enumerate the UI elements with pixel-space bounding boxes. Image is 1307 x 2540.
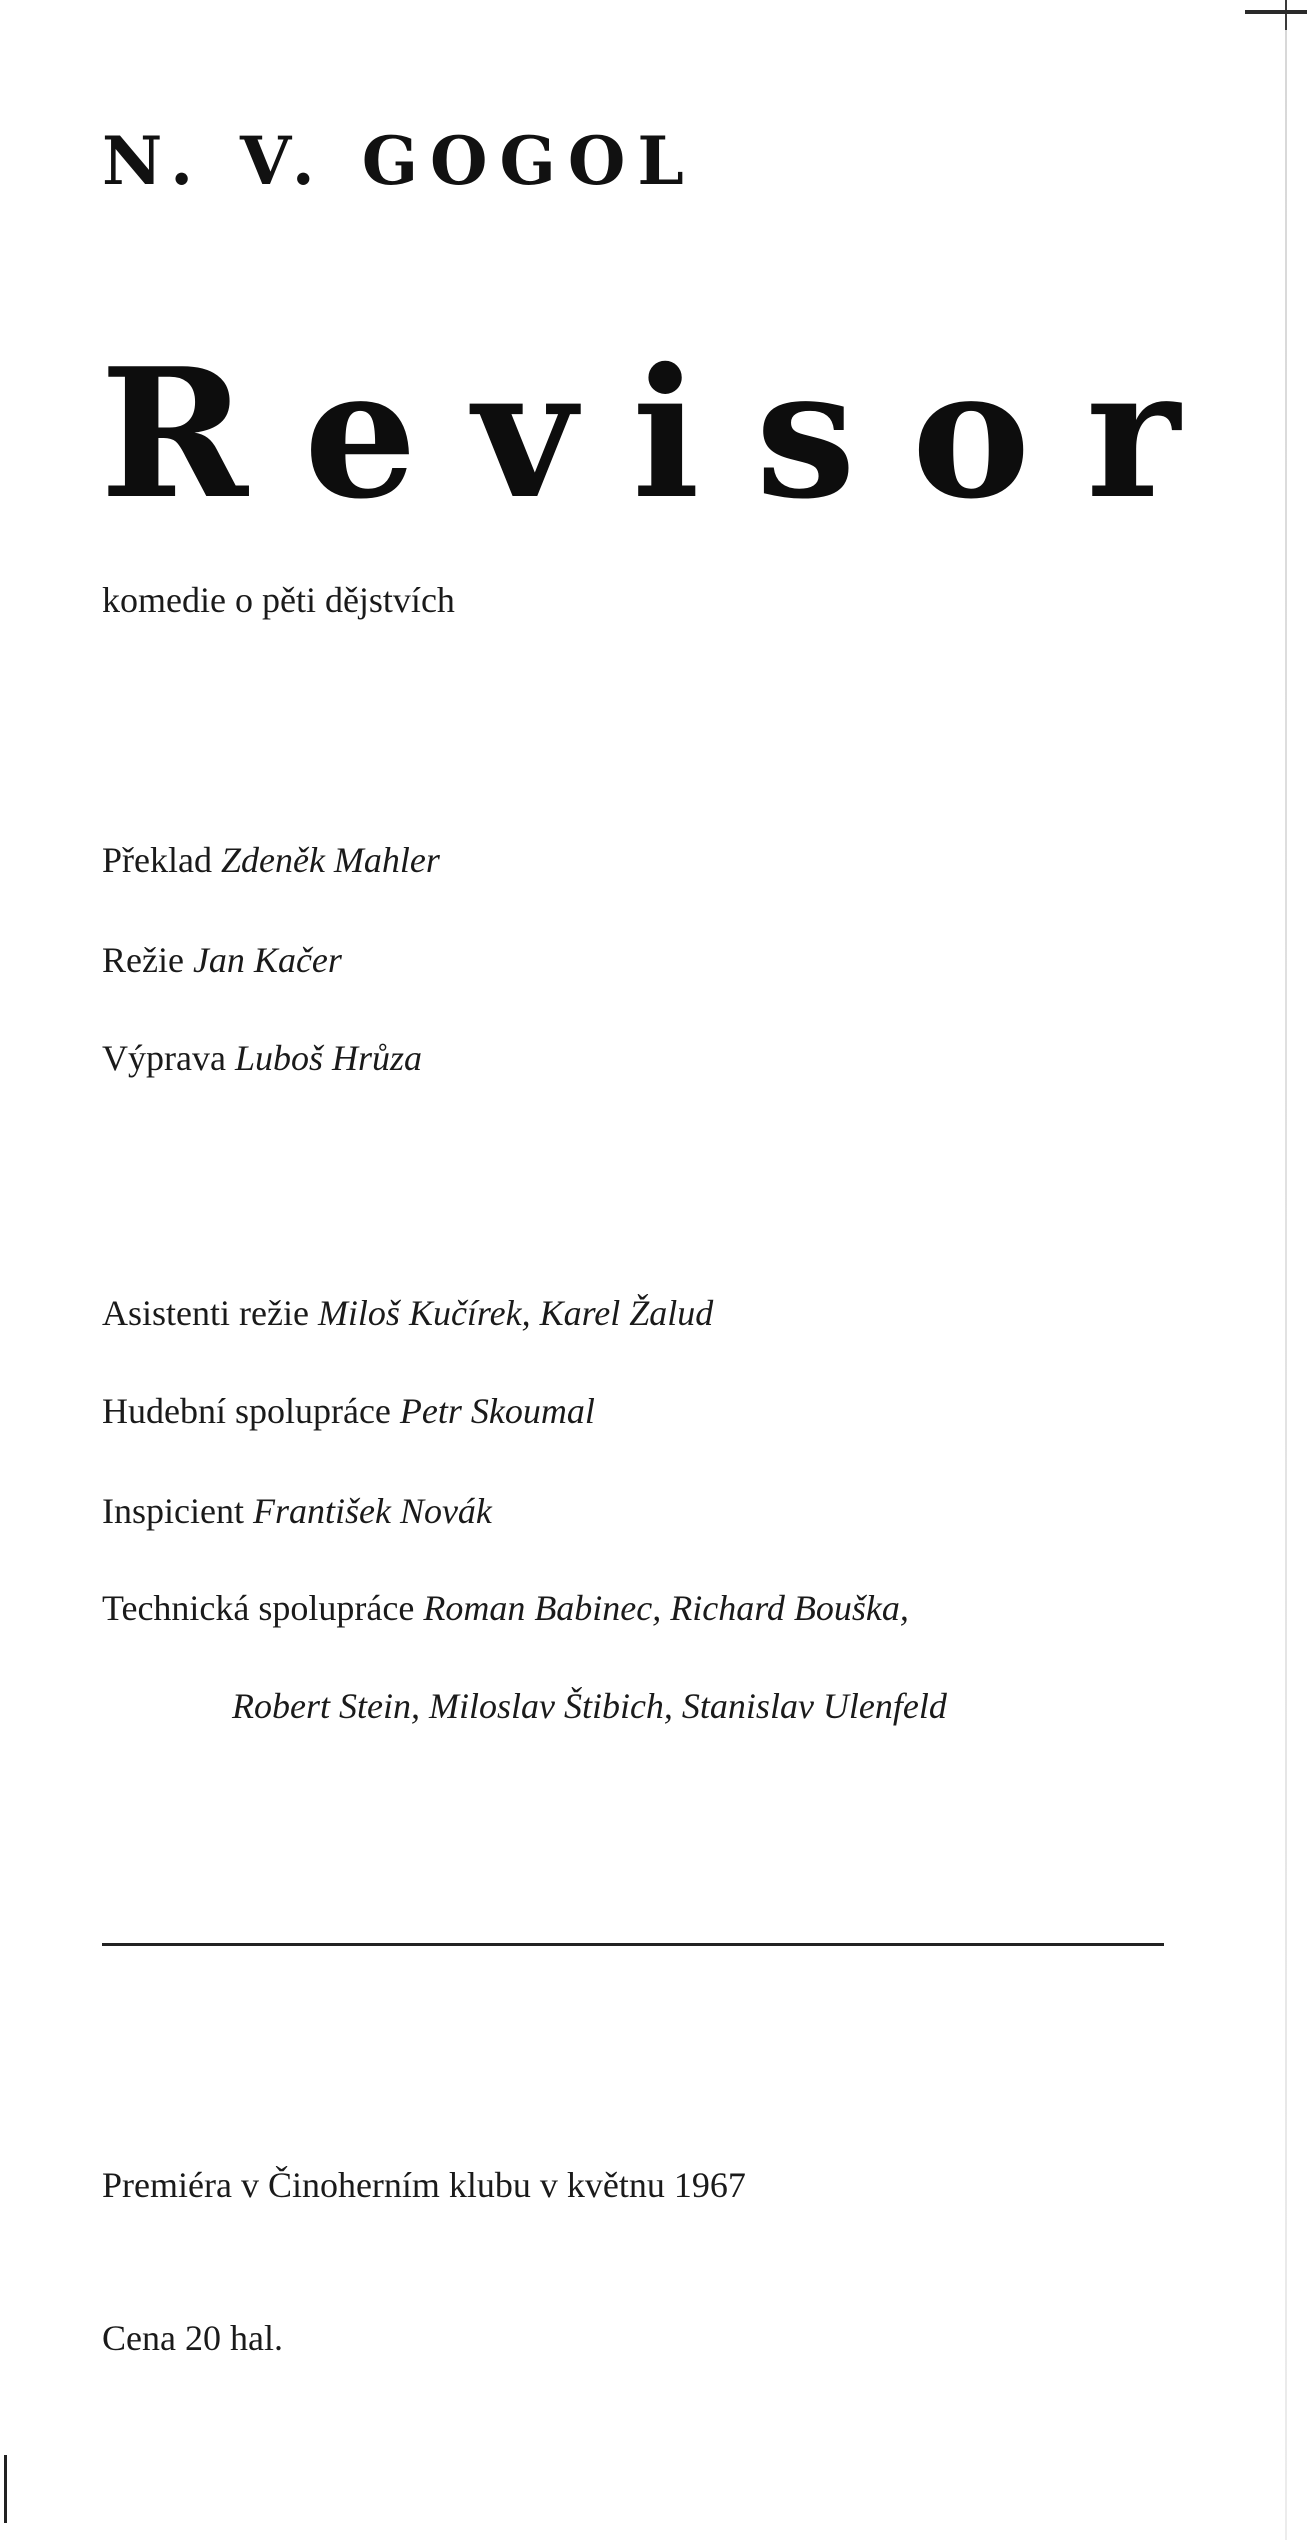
credit-name: Zdeněk Mahler <box>220 840 440 880</box>
credit-name: Petr Skoumal <box>399 1391 595 1431</box>
credit-role: Asistenti režie <box>102 1293 309 1333</box>
credit-design <box>102 1040 422 1076</box>
credit-technical <box>102 1590 909 1626</box>
credit-name: Jan Kačer <box>192 940 342 980</box>
credit-role: Technická spolupráce <box>102 1588 415 1628</box>
credit-music <box>102 1393 595 1429</box>
credit-name: František Novák <box>252 1491 492 1531</box>
title-letter: o <box>911 329 1031 538</box>
credit-role: Překlad <box>102 840 212 880</box>
title-letter: r <box>1086 329 1180 538</box>
author-name: N. V. GOGOL <box>102 122 696 200</box>
title-letter: R <box>100 329 248 538</box>
left-margin-mark <box>4 2455 7 2523</box>
page-edge <box>1285 0 1287 2540</box>
credit-role: Inspicient <box>102 1491 244 1531</box>
subtitle: komedie o pěti dějstvích <box>102 580 455 620</box>
premiere-note: Premiéra v Činoherním klubu v květnu 1967 <box>102 2165 746 2205</box>
credit-translation <box>102 842 440 878</box>
credit-name: Luboš Hrůza <box>234 1038 423 1078</box>
credit-stage-manager <box>102 1493 492 1529</box>
title-letter: s <box>755 329 856 538</box>
credit-role: Režie <box>102 940 184 980</box>
price-note: Cena 20 hal. <box>102 2318 283 2358</box>
title-letter: i <box>632 329 700 538</box>
title-letter: e <box>303 329 418 538</box>
title-letter: v <box>472 329 577 538</box>
play-title <box>100 329 1180 538</box>
credit-name: Roman Babinec, Richard Bouška, <box>423 1588 909 1628</box>
divider-rule <box>102 1943 1164 1946</box>
credit-name: Miloš Kučírek, Karel Žalud <box>317 1293 714 1333</box>
credit-name: Robert Stein, Miloslav Štibich, Stanislav Ulenfeld <box>232 1686 947 1726</box>
credit-direction <box>102 942 342 978</box>
credit-assistant-directors <box>102 1295 713 1331</box>
credit-role: Hudební spolupráce <box>102 1391 391 1431</box>
credit-technical-continued <box>232 1688 947 1724</box>
page-corner-mark <box>1245 10 1307 14</box>
credit-role: Výprava <box>102 1038 226 1078</box>
